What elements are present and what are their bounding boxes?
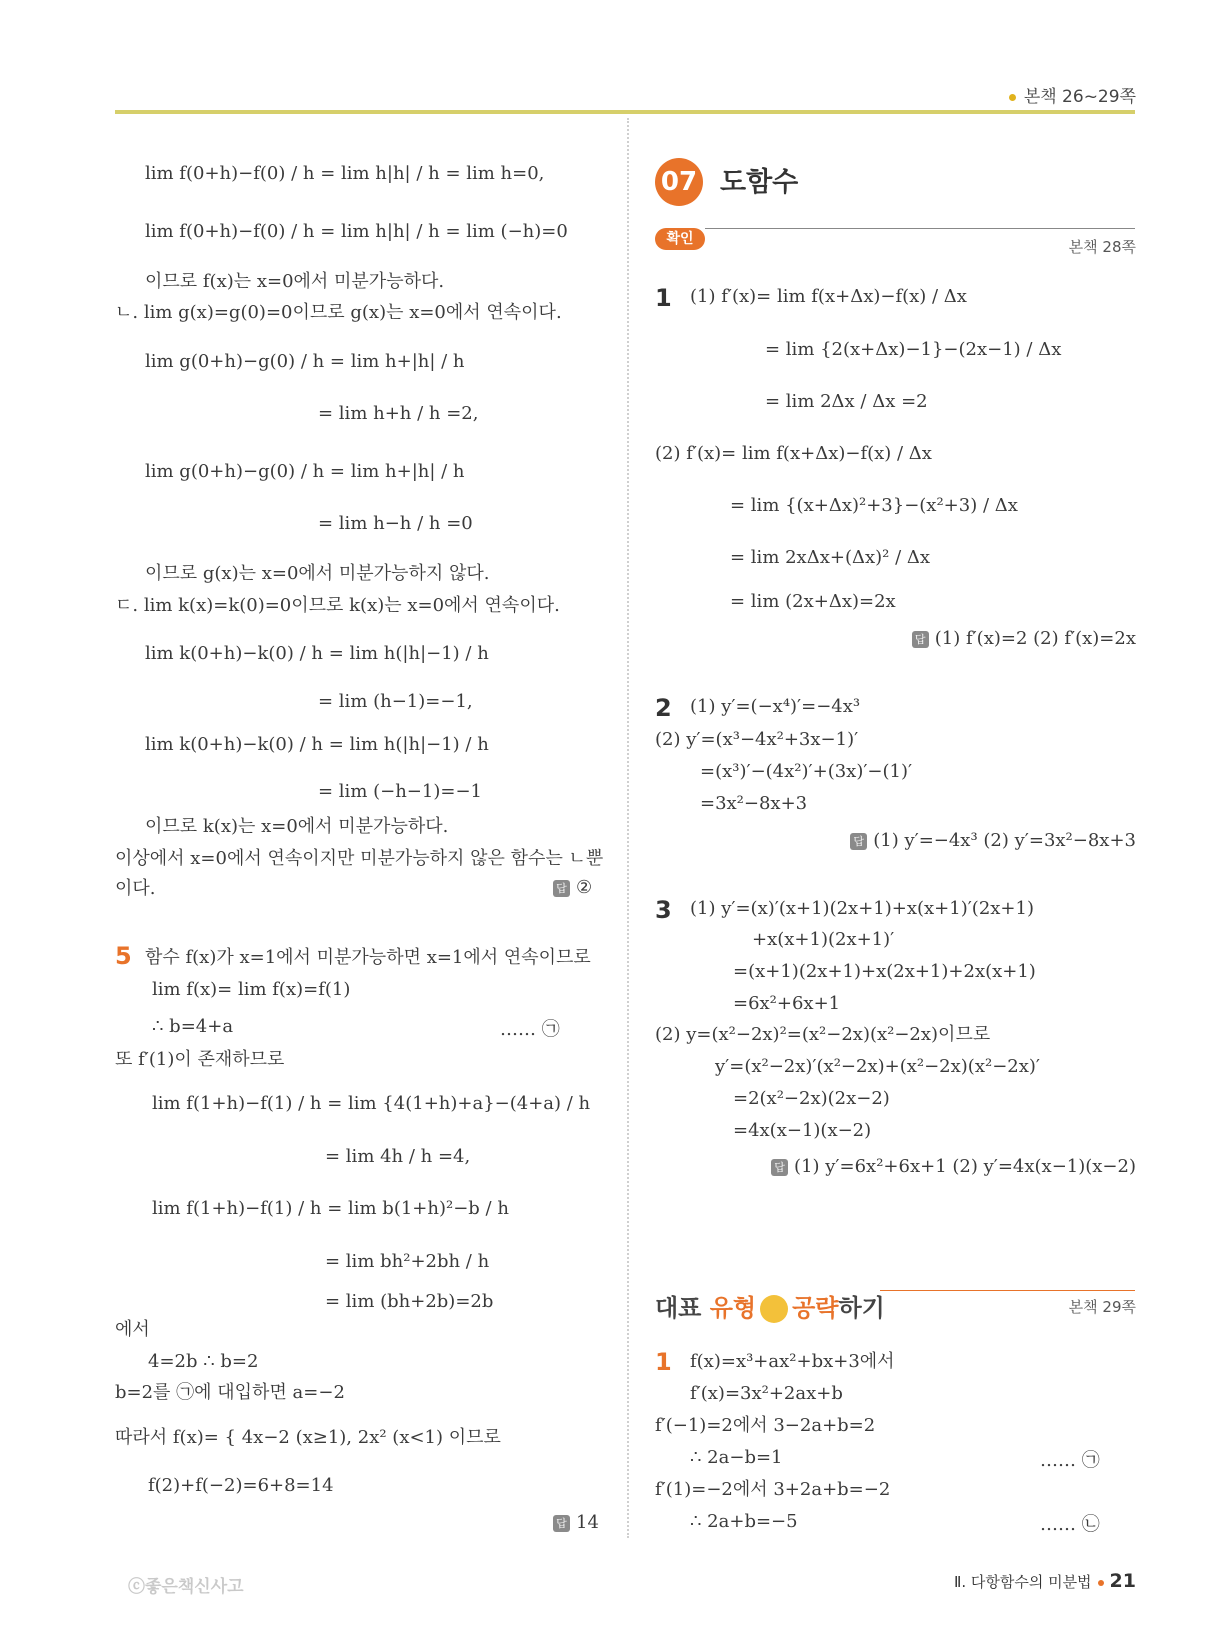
solution-line: (1) y′=(−x⁴)′=−4x³	[690, 696, 861, 717]
solution-line: = lim 2Δx / Δx =2	[765, 391, 928, 412]
answer-2: 답 (1) y′=−4x³ (2) y′=3x²−8x+3	[850, 830, 1136, 851]
solution-line: lim f(1+h)−f(1) / h = lim b(1+h)²−b / h	[152, 1198, 509, 1219]
solution-line: = lim bh²+2bh / h	[325, 1251, 490, 1272]
solution-line: y′=(x²−2x)′(x²−2x)+(x²−2x)(x²−2x)′	[715, 1056, 1040, 1077]
page-reference: 본책 26~29쪽	[1009, 82, 1136, 107]
answer-5: 답 14	[553, 1512, 599, 1533]
answer-3: 답 (1) y′=6x²+6x+1 (2) y′=4x(x−1)(x−2)	[771, 1156, 1136, 1177]
solution-line: =4x(x−1)(x−2)	[733, 1120, 872, 1141]
solution-line: lim f(0+h)−f(0) / h = lim h|h| / h = lim (−h)=0	[145, 221, 568, 242]
solution-line: = lim (h−1)=−1,	[318, 691, 473, 712]
solution-line: (2) f′(x)= lim f(x+Δx)−f(x) / Δx	[655, 443, 932, 464]
solution-line: 에서	[115, 1319, 150, 1340]
representative-rule	[880, 1290, 1135, 1291]
solution-line: ㄷ. lim k(x)=k(0)=0이므로 k(x)는 x=0에서 연속이다.	[115, 595, 560, 616]
solution-line: = lim (−h−1)=−1	[318, 781, 482, 802]
solution-line: = lim {(x+Δx)²+3}−(x²+3) / Δx	[730, 495, 1018, 516]
solution-line: (2) y′=(x³−4x²+3x−1)′	[655, 729, 859, 750]
solution-line: lim k(0+h)−k(0) / h = lim h(|h|−1) / h	[145, 643, 489, 664]
answer-icon: 답	[912, 631, 929, 648]
solution-line: (1) f′(x)= lim f(x+Δx)−f(x) / Δx	[690, 286, 967, 307]
bullet-icon	[1098, 1580, 1104, 1586]
answer-icon: 답	[771, 1159, 788, 1176]
confirm-rule	[705, 228, 1135, 229]
solution-line: 4=2b ∴ b=2	[148, 1351, 259, 1372]
answer-icon: 답	[553, 880, 570, 897]
solution-line: f′(−1)=2에서 3−2a+b=2	[655, 1415, 876, 1436]
mascot-icon	[760, 1295, 788, 1323]
column-divider	[627, 118, 629, 1538]
solution-line: = lim (bh+2b)=2b	[325, 1291, 494, 1312]
solution-line: b=2를 ㉠에 대입하면 a=−2	[115, 1382, 345, 1403]
equation-mark-b: …… ㉡	[1040, 1514, 1100, 1535]
solution-line: f(2)+f(−2)=6+8=14	[148, 1475, 334, 1496]
equation-mark: …… ㉠	[500, 1019, 560, 1040]
section-number-badge: 07	[655, 158, 703, 206]
solution-line: 이므로 g(x)는 x=0에서 미분가능하지 않다.	[145, 563, 490, 584]
section-title: 도함수	[720, 167, 799, 198]
solution-line: lim g(0+h)−g(0) / h = lim h+|h| / h	[145, 461, 465, 482]
solution-line: lim f(0+h)−f(0) / h = lim h|h| / h = lim h=0,	[145, 163, 545, 184]
answer-4: 답 ②	[553, 877, 592, 898]
solution-line: lim f(1+h)−f(1) / h = lim {4(1+h)+a}−(4+a) / h	[152, 1093, 591, 1114]
solution-line: 따라서 f(x)= { 4x−2 (x≥1), 2x² (x<1) 이므로	[115, 1427, 501, 1448]
rep-question-number-1: 1	[655, 1348, 672, 1376]
solution-line: ∴ 2a+b=−5	[690, 1511, 798, 1532]
confirm-reference: 본책 28쪽	[1068, 238, 1136, 256]
page-number: 21	[1109, 1570, 1136, 1592]
representative-reference: 본책 29쪽	[1068, 1298, 1136, 1316]
solution-line: = lim 4h / h =4,	[325, 1146, 471, 1167]
solution-line: = lim 2xΔx+(Δx)² / Δx	[730, 547, 931, 568]
representative-section-title: 대표 유형 공략하기	[655, 1294, 885, 1322]
solution-line: =(x³)′−(4x²)′+(3x)′−(1)′	[700, 761, 913, 782]
page-footer: Ⅱ. 다항함수의 미분법 21	[953, 1570, 1136, 1592]
publisher-watermark: ⓒ좋은책신사고	[128, 1577, 244, 1597]
solution-line: f(x)=x³+ax²+bx+3에서	[690, 1351, 895, 1372]
solution-line: 또 f′(1)이 존재하므로	[115, 1049, 285, 1070]
question-number-2: 2	[655, 694, 672, 722]
solution-line: =2(x²−2x)(2x−2)	[733, 1088, 890, 1109]
solution-line: lim g(0+h)−g(0) / h = lim h+|h| / h	[145, 351, 465, 372]
solution-line: f′(x)=3x²+2ax+b	[690, 1383, 843, 1404]
solution-line: ∴ b=4+a	[152, 1016, 234, 1037]
solution-line: =(x+1)(2x+1)+x(2x+1)+2x(x+1)	[733, 961, 1036, 982]
answer-1: 답 (1) f′(x)=2 (2) f′(x)=2x	[912, 628, 1136, 649]
header-rule	[115, 110, 1135, 114]
solution-line: +x(x+1)(2x+1)′	[752, 929, 895, 950]
solution-line: 이므로 k(x)는 x=0에서 미분가능하다.	[145, 816, 449, 837]
answer-icon: 답	[553, 1515, 570, 1532]
confirm-badge: 확인	[655, 228, 705, 250]
solution-line: 함수 f(x)가 x=1에서 미분가능하면 x=1에서 연속이므로	[145, 947, 591, 968]
answer-icon: 답	[850, 833, 867, 850]
solution-line: (2) y=(x²−2x)²=(x²−2x)(x²−2x)이므로	[655, 1024, 991, 1045]
solution-line: lim f(x)= lim f(x)=f(1)	[152, 979, 351, 1000]
solution-line: ∴ 2a−b=1	[690, 1447, 783, 1468]
solution-line: = lim h−h / h =0	[318, 513, 473, 534]
solution-line: ㄴ. lim g(x)=g(0)=0이므로 g(x)는 x=0에서 연속이다.	[115, 302, 562, 323]
solution-line: =6x²+6x+1	[733, 993, 841, 1014]
solution-line: 이상에서 x=0에서 연속이지만 미분가능하지 않은 함수는 ㄴ뿐	[115, 848, 604, 869]
solution-line: 이다.	[115, 878, 156, 899]
question-number-1: 1	[655, 284, 672, 312]
solution-line: = lim (2x+Δx)=2x	[730, 591, 896, 612]
solution-line: =3x²−8x+3	[700, 793, 808, 814]
bullet-icon	[1009, 94, 1016, 101]
solution-line: = lim h+h / h =2,	[318, 403, 479, 424]
solution-line: (1) y′=(x)′(x+1)(2x+1)+x(x+1)′(2x+1)	[690, 898, 1034, 919]
solution-line: 이므로 f(x)는 x=0에서 미분가능하다.	[145, 271, 445, 292]
question-number-5: 5	[115, 942, 132, 970]
equation-mark-a: …… ㉠	[1040, 1450, 1100, 1471]
question-number-3: 3	[655, 896, 672, 924]
solution-line: lim k(0+h)−k(0) / h = lim h(|h|−1) / h	[145, 734, 489, 755]
solution-line: = lim {2(x+Δx)−1}−(2x−1) / Δx	[765, 339, 1062, 360]
solution-line: f′(1)=−2에서 3+2a+b=−2	[655, 1479, 891, 1500]
